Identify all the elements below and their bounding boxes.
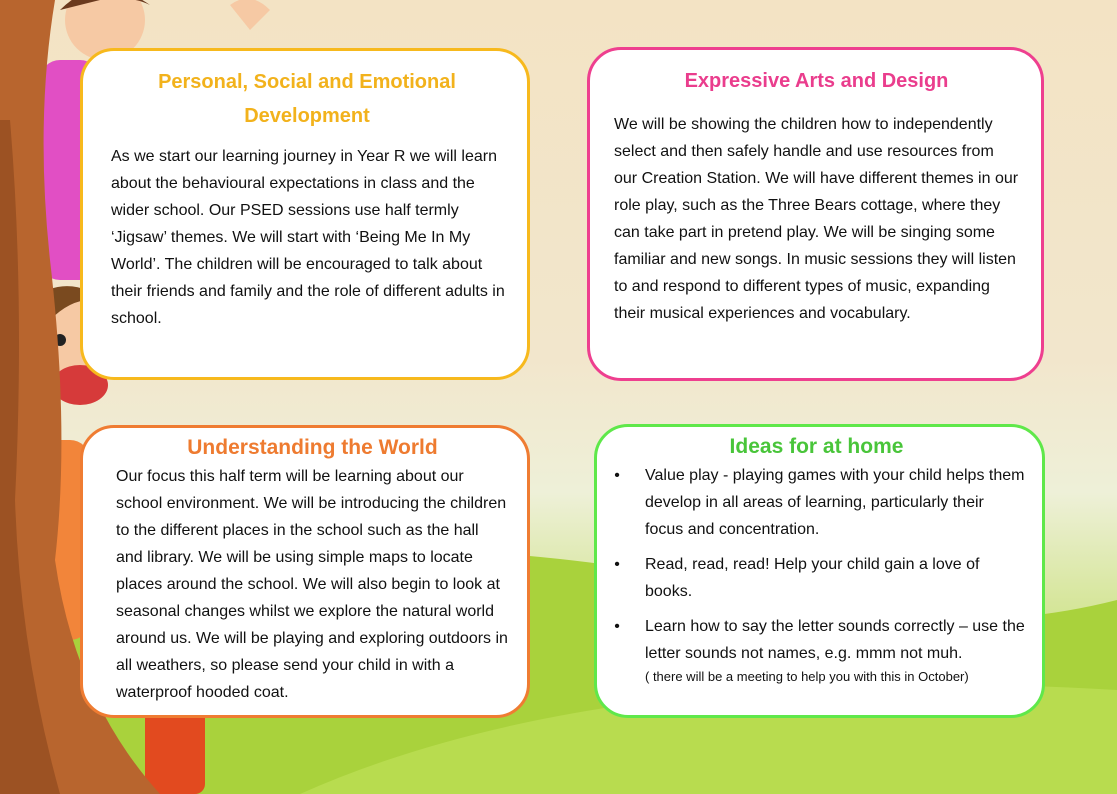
psed-text: As we start our learning journey in Year R we will learn about the behavioural expectations in class and the wider school. Our PSED sessions use half termly ‘Jigsaw’ themes. We will start with ‘Being Me In My World’. The children will be encouraged to talk about their friends and family and the role of different adults in school.	[111, 148, 505, 327]
psed-card	[80, 48, 530, 380]
home-title: Ideas for at home	[729, 435, 904, 458]
utw-card	[80, 425, 530, 718]
list-item	[607, 462, 1026, 543]
list-item	[607, 613, 1026, 687]
bullet-icon: •	[614, 556, 620, 573]
utw-text: Our focus this half term will be learning about our school environment. We will be introducing the children to the different places in the school such as the hall and library. We will be using simple maps to locate places around the school. We will also begin to look at seasonal changes whilst we explore the natural world around us. We will be playing and exploring outdoors in all weathers, so please send your child in with a waterproof hooded coat.	[116, 468, 508, 701]
meeting-note: ( there will be a meeting to help you with this in October)	[645, 669, 969, 684]
utw-title: Understanding the World	[187, 436, 438, 459]
home-ideas-list	[607, 462, 1026, 687]
psed-title: Personal, Social and Emotional Development	[158, 71, 456, 127]
list-item-text: Read, read, read! Help your child gain a love of books.	[645, 556, 980, 600]
bullet-icon: •	[614, 618, 620, 635]
list-item-text: Learn how to say the letter sounds correctly – use the letter sounds not names, e.g. mmm not muh.	[645, 618, 1025, 662]
ead-title: Expressive Arts and Design	[684, 70, 949, 92]
bullet-icon: •	[614, 467, 620, 484]
list-item-text: Value play - playing games with your child helps them develop in all areas of learning, particularly their focus and concentration.	[645, 467, 1025, 538]
list-item	[607, 551, 1026, 605]
ead-card	[587, 47, 1044, 381]
ead-text: We will be showing the children how to independently select and then safely handle and use resources from our Creation Station. We will have different themes in our role play, such as the Three Bears cottage, where they can take part in pretend play. We will be singing some familiar and new songs. In music sessions they will listen to and respond to different types of music, expanding their musical experiences and vocabulary.	[614, 116, 1019, 322]
home-ideas-card	[594, 424, 1045, 718]
